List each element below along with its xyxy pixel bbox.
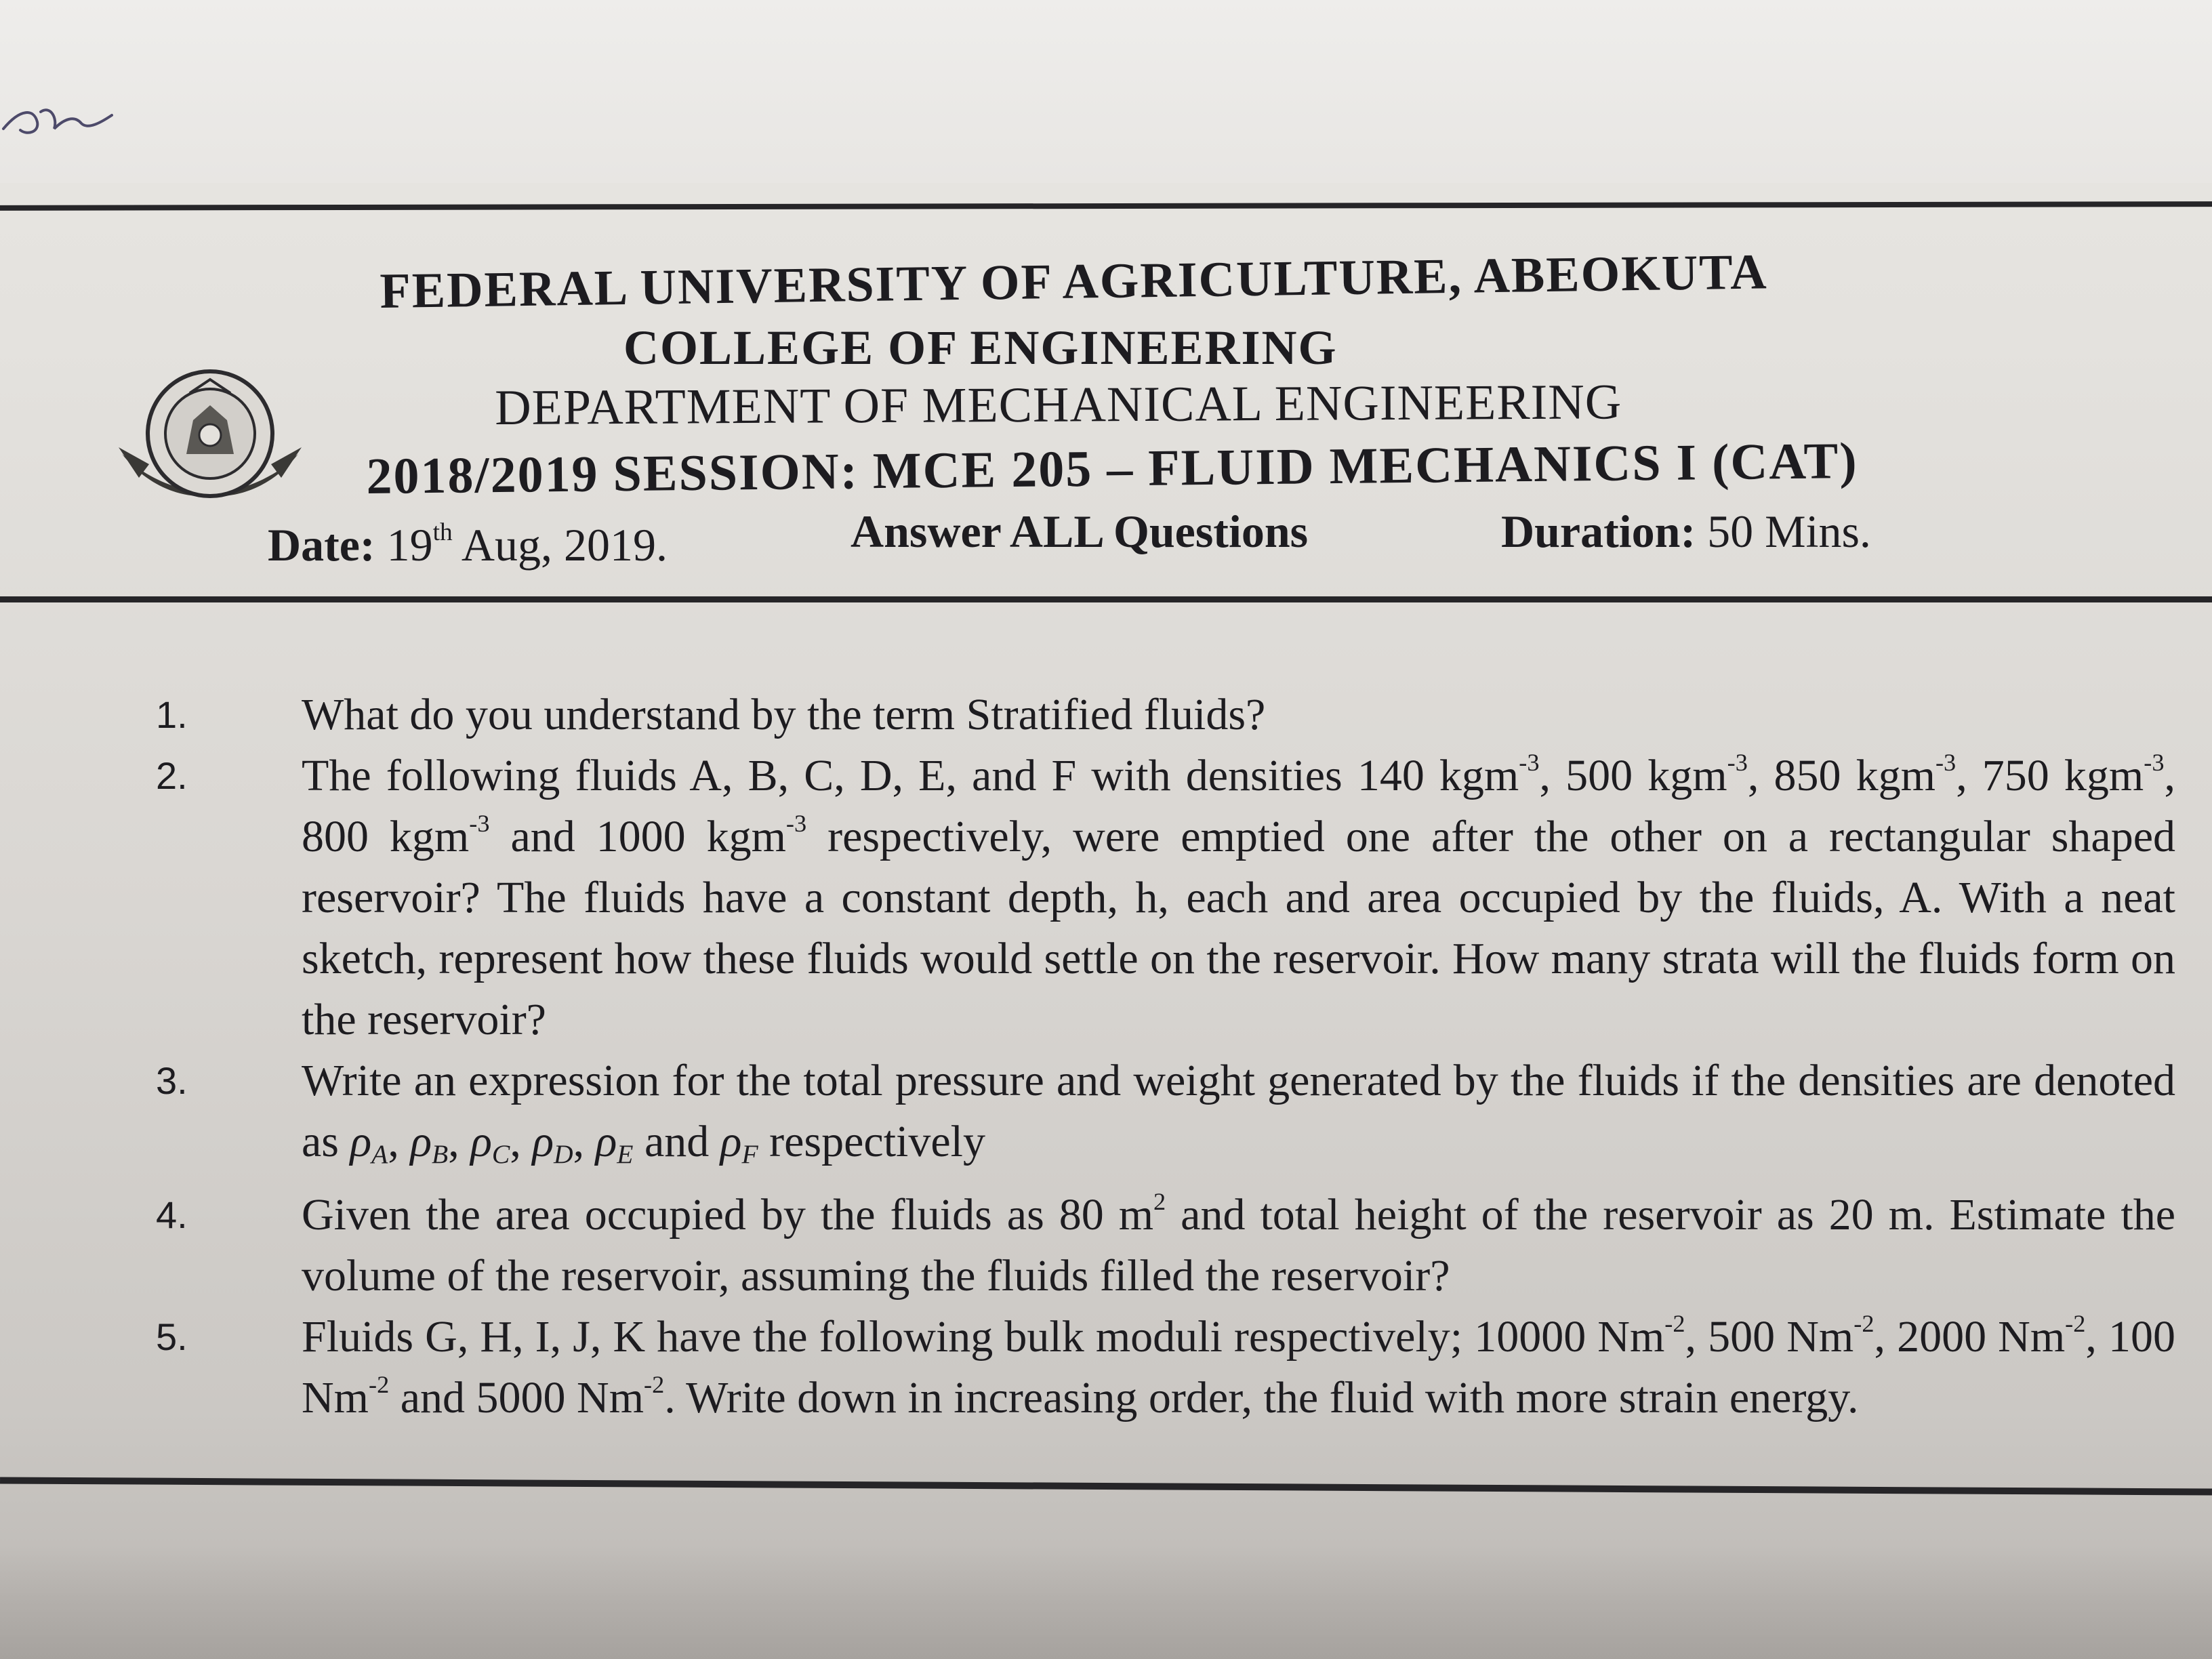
question-3 bbox=[156, 1050, 2175, 1185]
date-label: Date: bbox=[268, 519, 375, 571]
header-bottom-rule bbox=[0, 596, 2212, 602]
session-course-title: 2018/2019 SESSION: MCE 205 – FLUID MECHANICS I (CAT) bbox=[366, 432, 1858, 505]
question-text: Write an expression for the total pressure and weight generated by the fluids if the densities are denoted as $\rho_A$, $\rho_B$, $\rho_C$, $\rho_D$, $\rho_E$ and $\rho_F$ respectively bbox=[302, 1056, 2175, 1169]
question-number: 2. bbox=[156, 754, 188, 797]
density-symbol: $\rho_F$ bbox=[720, 1117, 758, 1169]
university-name: FEDERAL UNIVERSITY OF AGRICULTURE, ABEOKUTA bbox=[380, 244, 1769, 319]
handwritten-mark bbox=[0, 81, 115, 156]
paper-top-margin bbox=[0, 0, 2212, 183]
date-rest: Aug, 2019. bbox=[461, 519, 668, 571]
question-number: 1. bbox=[156, 693, 188, 736]
department-name: DEPARTMENT OF MECHANICAL ENGINEERING bbox=[495, 374, 1622, 436]
date-day-suffix: th bbox=[432, 518, 453, 547]
date-day: 19 bbox=[386, 519, 433, 571]
density-symbol: $\rho_E$ bbox=[595, 1117, 634, 1169]
question-2 bbox=[156, 745, 2175, 1050]
question-text: Fluids G, H, I, J, K have the following bulk moduli respectively; 10000 $Nm^{-2}$, 500 $Nm^{-2}$, 2000 $Nm^{-2}$, 100 $Nm^{-2}$ and 5000 $Nm^{-2}$. Write down in increasing order, the fluid with more strain energy. bbox=[302, 1309, 2176, 1422]
question-5 bbox=[156, 1307, 2175, 1429]
density-symbol: $\rho_A$ bbox=[350, 1117, 388, 1169]
density-symbol: $\rho_C$ bbox=[470, 1117, 510, 1169]
college-name: COLLEGE OF ENGINEERING bbox=[623, 321, 1338, 375]
header-top-rule bbox=[0, 201, 2212, 211]
question-list bbox=[156, 684, 2175, 1511]
exam-date bbox=[268, 518, 668, 572]
duration-label: Duration: bbox=[1501, 506, 1696, 557]
question-number: 3. bbox=[156, 1059, 188, 1102]
exam-meta-row bbox=[268, 501, 2003, 569]
question-number: 4. bbox=[156, 1193, 188, 1236]
question-text: The following fluids A, B, C, D, E, and F with densities 140 kgm$^{-3}$, 500 kgm$^{-3}$, 850 kgm$^{-3}$, 750 kgm$^{-3}$, 800 kgm$^{-3}$ and 1000 kgm$^{-3}$ respectively, were emptied one after the other on a rectangular shaped reservoir? The fluids have a constant depth, h, each and area occupied by the fluids, A. With a neat sketch, represent how these fluids would settle on the reservoir. How many strata will the fluids form on the reservoir? bbox=[302, 748, 2176, 1044]
question-text: What do you understand by the term Stratified fluids? bbox=[302, 690, 1266, 739]
question-4 bbox=[156, 1185, 2175, 1307]
exam-duration bbox=[1501, 505, 1871, 558]
density-symbol: $\rho_B$ bbox=[410, 1117, 449, 1169]
density-symbol: $\rho_D$ bbox=[532, 1117, 573, 1169]
page-shadow bbox=[0, 1545, 2212, 1659]
exam-instruction: Answer ALL Questions bbox=[851, 506, 1309, 557]
question-text: Given the area occupied by the fluids as 80 $m^2$ and total height of the reservoir as 20 m. Estimate the volume of the reservoir, assuming the fluids filled the reservoir? bbox=[302, 1187, 2175, 1300]
duration-value: 50 Mins. bbox=[1707, 506, 1871, 557]
question-1 bbox=[156, 684, 2175, 745]
question-number: 5. bbox=[156, 1315, 188, 1358]
